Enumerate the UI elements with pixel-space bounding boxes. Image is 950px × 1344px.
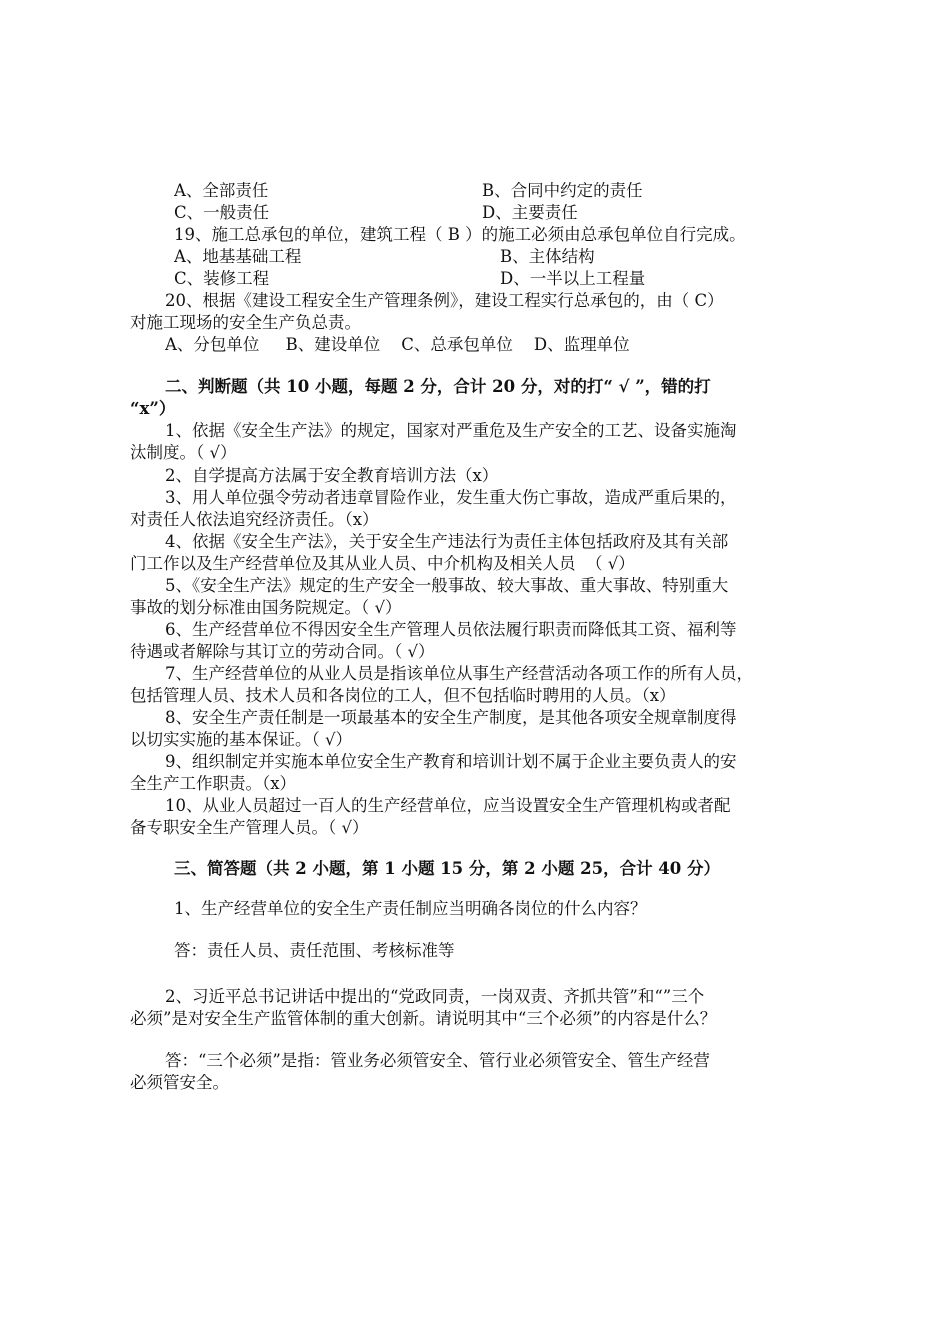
judge-item-2-line1: 2、自学提高方法属于安全教育培训方法（x）: [165, 466, 499, 485]
judge-item-10-line2: 备专职安全生产管理人员。（ √）: [130, 818, 369, 837]
judge-item-8-line2: 以切实实施的基本保证。（ √）: [130, 730, 353, 749]
judge-item-7-line1: 7、生产经营单位的从业人员是指该单位从事生产经营活动各项工作的所有人员，: [165, 664, 753, 683]
short-answer-a2-line1: 答：“三个必须”是指：管业务必须管安全、管行业必须管安全、管生产经营: [165, 1051, 710, 1070]
q18-option-b: B、合同中约定的责任: [482, 181, 643, 200]
judge-item-5-line2: 事故的划分标准由国务院规定。（ √）: [130, 598, 402, 617]
q18-option-c: C、一般责任: [174, 203, 270, 222]
q18-option-a: A、全部责任: [174, 181, 269, 200]
judge-item-9-line1: 9、组织制定并实施本单位安全生产教育和培训计划不属于企业主要负责人的安: [165, 752, 737, 771]
judge-item-1-line1: 1、依据《安全生产法》的规定，国家对严重危及生产安全的工艺、设备实施淘: [165, 421, 737, 440]
q20-stem-line1: 20、根据《建设工程安全生产管理条例》，建设工程实行总承包的，由（ C）: [165, 291, 724, 310]
judge-item-1-line2: 汰制度。（ √）: [130, 443, 237, 462]
short-answer-a1: 答：责任人员、责任范围、考核标准等: [174, 941, 455, 960]
judge-item-6-line2: 待遇或者解除与其订立的劳动合同。（ √）: [130, 642, 435, 661]
judge-item-9-line2: 全生产工作职责。（x）: [130, 774, 297, 793]
q20-options: A、分包单位 B、建设单位 C、总承包单位 D、监理单位: [165, 335, 630, 354]
section2-heading-line1: 二、判断题（共 10 小题，每题 2 分，合计 20 分，对的打“ √ ”，错的打: [165, 377, 711, 396]
q19-option-d: D、一半以上工程量: [500, 269, 646, 288]
q20-stem-line2: 对施工现场的安全生产负总责。: [130, 313, 361, 332]
judge-item-10-line1: 10、从业人员超过一百人的生产经营单位，应当设置安全生产管理机构或者配: [165, 796, 731, 815]
q19-option-c: C、装修工程: [174, 269, 270, 288]
judge-item-5-line1: 5、《安全生产法》规定的生产安全一般事故、较大事故、重大事故、特别重大: [165, 576, 729, 595]
q19-stem: 19、施工总承包的单位，建筑工程（ B ）的施工必须由总承包单位自行完成。: [174, 225, 746, 244]
judge-item-3-line1: 3、用人单位强令劳动者违章冒险作业，发生重大伤亡事故，造成严重后果的，: [165, 488, 737, 507]
q19-option-a: A、地基基础工程: [174, 247, 302, 266]
section2-heading-line2: “x”）: [130, 399, 176, 418]
judge-item-8-line1: 8、安全生产责任制是一项最基本的安全生产制度，是其他各项安全规章制度得: [165, 708, 737, 727]
judge-item-4-line2: 门工作以及生产经营单位及其从业人员、中介机构及相关人员 （ √）: [130, 554, 635, 573]
q19-option-b: B、主体结构: [500, 247, 595, 266]
judge-item-4-line1: 4、依据《安全生产法》，关于安全生产违法行为责任主体包括政府及其有关部: [165, 532, 729, 551]
short-answer-q1: 1、生产经营单位的安全生产责任制应当明确各岗位的什么内容？: [174, 899, 647, 918]
short-answer-q2-line2: 必须”是对安全生产监管体制的重大创新。请说明其中“三个必须”的内容是什么？: [130, 1009, 717, 1028]
q18-option-d: D、主要责任: [482, 203, 578, 222]
short-answer-a2-line2: 必须管安全。: [130, 1073, 229, 1092]
judge-item-7-line2: 包括管理人员、技术人员和各岗位的工人，但不包括临时聘用的人员。（x）: [130, 686, 676, 705]
judge-item-6-line1: 6、生产经营单位不得因安全生产管理人员依法履行职责而降低其工资、福利等: [165, 620, 737, 639]
judge-item-3-line2: 对责任人依法追究经济责任。（x）: [130, 510, 379, 529]
section3-heading: 三、简答题（共 2 小题，第 1 小题 15 分，第 2 小题 25，合计 40 分）: [174, 859, 721, 878]
short-answer-q2-line1: 2、习近平总书记讲话中提出的“党政同责，一岗双责、齐抓共管”和“”三个: [165, 987, 705, 1006]
